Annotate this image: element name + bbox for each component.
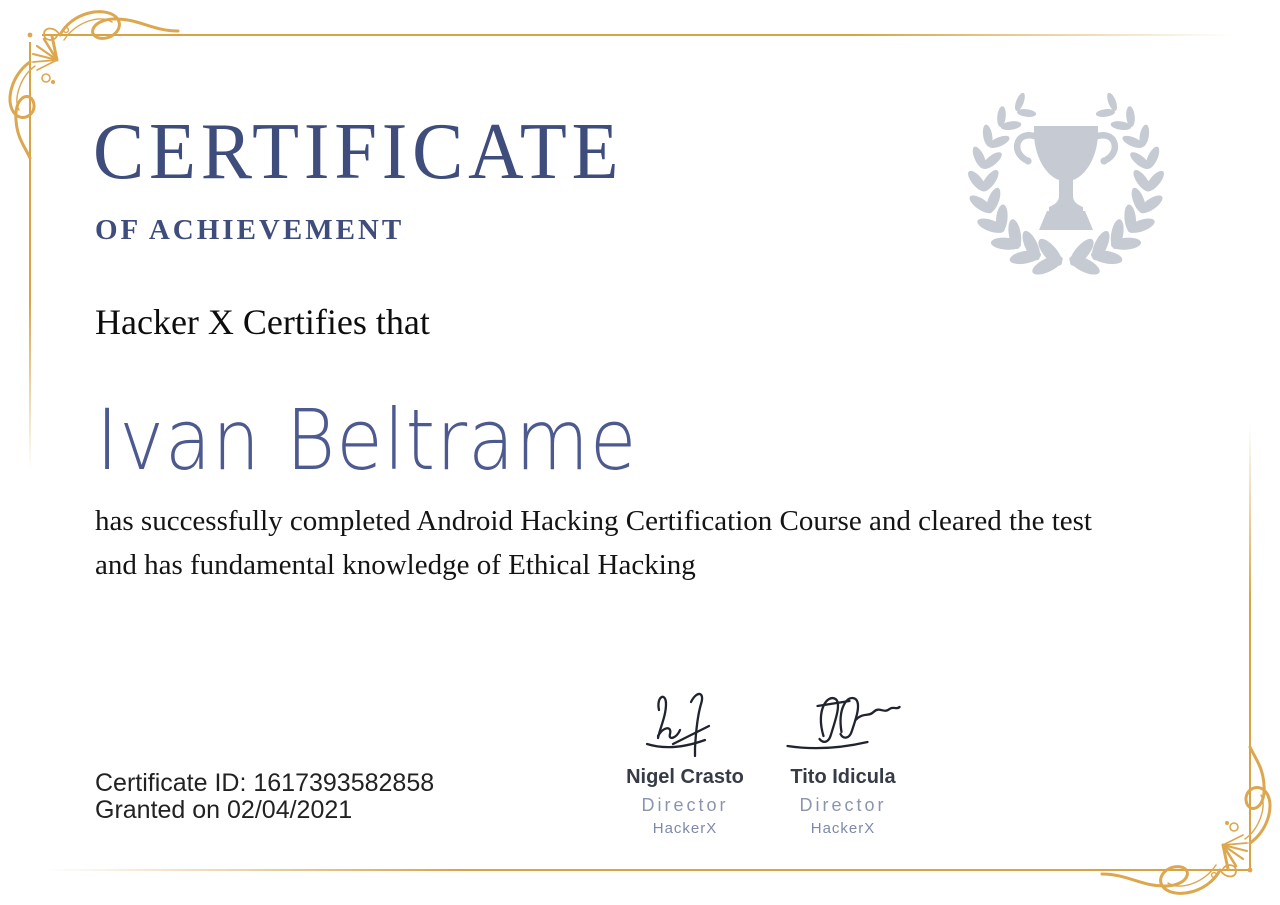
- certificate-title: CERTIFICATE: [93, 108, 624, 196]
- signatory-role: Director: [799, 795, 887, 815]
- body-line-1: has successfully completed Android Hacking Certification Course and cleared the test: [95, 505, 1092, 537]
- recipient-name: Ivan Beltrame: [96, 391, 638, 489]
- trophy-icon: [1034, 126, 1098, 230]
- certificate-subtitle: OF ACHIEVEMENT: [95, 214, 405, 246]
- signatory-org: HackerX: [652, 820, 718, 837]
- issuer-line: Hacker X Certifies that: [95, 302, 430, 342]
- laurel-wreath-trophy-icon: [954, 70, 1178, 286]
- gold-border-top: [42, 34, 1234, 36]
- certificate-id: Certificate ID: 1617393582858: [95, 769, 435, 797]
- signatory-name: Tito Idicula: [790, 766, 896, 788]
- signatory-org: HackerX: [810, 820, 876, 837]
- granted-date: Granted on 02/04/2021: [95, 796, 353, 824]
- signature-block-2: [758, 686, 928, 837]
- signature-block-1: [600, 686, 770, 837]
- gold-border-bottom: [45, 869, 1250, 871]
- signatory-name: Nigel Crasto: [626, 766, 744, 788]
- gold-flourish-bottom-right-icon: [1100, 730, 1280, 905]
- body-line-2: and has fundamental knowledge of Ethical Hacking: [95, 549, 696, 581]
- signatory-role: Director: [641, 795, 729, 815]
- signature-tito-idicula-icon: [758, 686, 928, 762]
- signature-nigel-crasto-icon: [600, 686, 770, 762]
